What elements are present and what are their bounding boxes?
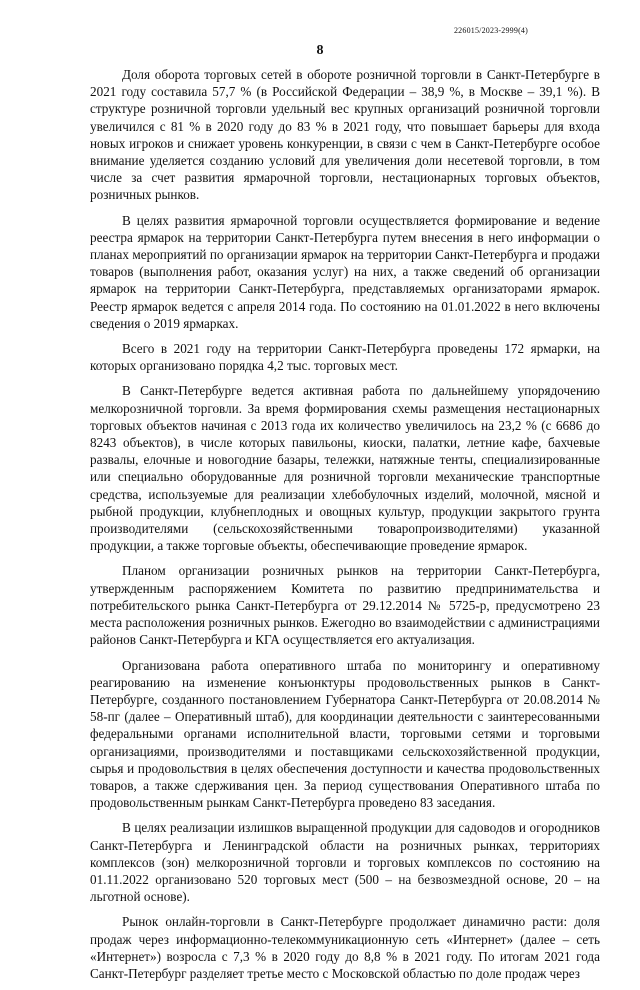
paragraph-operational-headquarters: Организована работа оперативного штаба по мониторингу и оперативному реагированию на изменение конъюнктуры продовольственных рынков в Санкт-Петербурге, созданного постановлением Губернатора Санкт-Петербурга от 20.08.2014 № 58-пг (далее – Оперативный штаб), для координации деятельности с заинтересованными федеральными органами исполнительной власти, торговыми сетями и торговыми организациями, производителями и поставщиками сельскохозяйственной продукции, сырья и продовольствия в целях обеспечения доступности и качества продовольственных товаров, а также сдерживания цен. За период существования Оперативного штаба по продовольственным рынкам Санкт-Петербурга проведено 83 заседания.: [90, 657, 600, 811]
paragraph-small-retail: В Санкт-Петербурге ведется активная работа по дальнейшему упорядочению мелкорозничной торговли. За время формирования схемы размещения нестационарных торговых объектов начиная с 2013 года их количество увеличилось на 23,2 % (с 6686 до 8243 объектов), в числе которых павильоны, киоски, палатки, летние кафе, бахчевые развалы, елочные и новогодние базары, тележки, натяжные тенты, специализированные или специально оборудованные для розничной торговли механические транспортные средства, используемые для реализации хлебобулочных изделий, молочной, мясной и рыбной продукции, клубнеплодных и овощных культур, продукции закрытого грунта производителями (сельскохозяйственными товаропроизводителями) указанной продукции, а также торговые объекты, обеспечивающие проведение ярмарок.: [90, 383, 600, 554]
document-registration-number: 226015/2023-2999(4): [453, 26, 528, 35]
paragraph-fair-registry: В целях развития ярмарочной торговли осуществляется формирование и ведение реестра ярмарок на территории Санкт-Петербурга путем внесения в него информации о планах мероприятий по организации ярмарок на территории Санкт-Петербурга и продажи товаров (выполнения работ, оказания услуг) на них, а также сведений об организации ярмарок на территории Санкт-Петербурга, представляемых организаторами ярмарок. Реестр ярмарок ведется с апреля 2014 года. По состоянию на 01.01.2022 в него включены сведения о 2019 ярмарках.: [90, 212, 600, 331]
page-number: 8: [316, 43, 324, 58]
paragraph-fairs-2021: Всего в 2021 году на территории Санкт-Петербурга проведены 172 ярмарки, на которых организовано порядка 4,2 тыс. торговых мест.: [90, 341, 600, 374]
paragraph-retail-markets-plan: Планом организации розничных рынков на территории Санкт-Петербурга, утвержденным распоряжением Комитета по развитию предпринимательства и потребительского рынка Санкт-Петербурга от 29.12.2014 № 5725-р, предусмотрено 23 места расположения розничных рынков. Ежегодно во взаимодействии с администрациями районов Санкт-Петербурга и КГА осуществляется его актуализация.: [90, 563, 600, 648]
document-body: [90, 66, 600, 990]
paragraph-gardeners-trading-places: В целях реализации излишков выращенной продукции для садоводов и огородников Санкт-Петербурга и Ленинградской области на розничных рынках, территориях комплексов (зон) мелкорозничной торговли и торговых комплексов по состоянию на 01.11.2022 организовано 520 торговых мест (500 – на безвозмездной основе, 20 – на льготной основе).: [90, 820, 600, 905]
paragraph-retail-chains: Доля оборота торговых сетей в обороте розничной торговли в Санкт-Петербурге в 2021 году составила 57,7 % (в Российской Федерации – 38,9 %, в Москве – 39,1 %). В структуре розничной торговли удельный вес крупных организаций розничной торговли увеличился с 81 % в 2020 году до 83 % в 2021 году, что повышает барьеры для входа новых игроков и снижает уровень конкуренции, в связи с чем в Санкт-Петербурге особое внимание уделяется созданию условий для увеличения доли несетевой торговли, в том числе за счет развития ярмарочной торговли, нестационарных торговых объектов, розничных рынков.: [90, 67, 600, 203]
paragraph-online-trade: Рынок онлайн-торговли в Санкт-Петербурге продолжает динамично расти: доля продаж через информационно-телекоммуникационную сеть «Интернет» (далее – сеть «Интернет») возросла с 7,3 % в 2020 году до 8,8 % в 2021 году. По итогам 2021 года Санкт-Петербург разделяет третье место с Московской областью по доле продаж через: [90, 914, 600, 981]
